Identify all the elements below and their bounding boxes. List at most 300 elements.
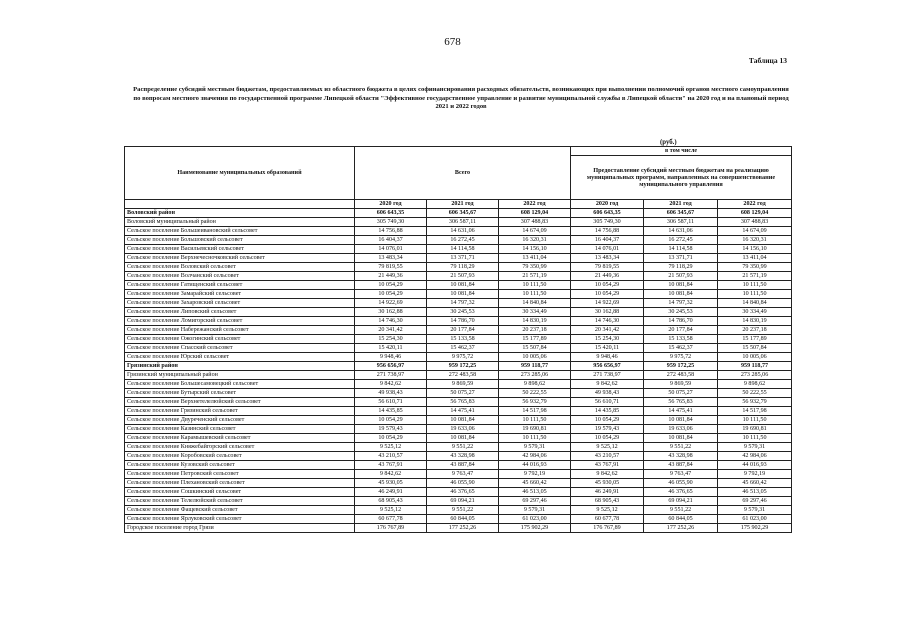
table-row [125, 253, 792, 262]
amount-cell: 30 245,53 [427, 307, 499, 316]
amount-cell: 21 571,19 [718, 271, 792, 280]
amount-cell: 13 411,04 [718, 253, 792, 262]
municipality-name: Сельское поселение Большеивановский сельсовет [125, 226, 355, 235]
amount-cell: 13 483,34 [571, 253, 644, 262]
amount-cell: 9 842,62 [355, 469, 427, 478]
amount-cell: 606 643,35 [355, 208, 427, 217]
amount-cell: 9 792,19 [718, 469, 792, 478]
amount-cell: 19 690,81 [718, 424, 792, 433]
table-row [125, 496, 792, 505]
amount-cell: 46 376,65 [644, 487, 718, 496]
table-row [125, 460, 792, 469]
municipality-name: Воловский район [125, 208, 355, 217]
amount-cell: 69 297,46 [718, 496, 792, 505]
amount-cell: 14 475,41 [427, 406, 499, 415]
municipality-name: Сельское поселение Спасский сельсовет [125, 343, 355, 352]
table-row [125, 316, 792, 325]
amount-cell: 14 786,70 [644, 316, 718, 325]
municipality-name: Сельское поселение Ломигорский сельсовет [125, 316, 355, 325]
amount-cell: 16 404,37 [355, 235, 427, 244]
amount-cell: 10 005,06 [499, 352, 571, 361]
amount-cell: 608 129,04 [499, 208, 571, 217]
district-row [125, 361, 792, 370]
amount-cell: 14 631,06 [644, 226, 718, 235]
amount-cell: 15 507,84 [499, 343, 571, 352]
amount-cell: 49 938,43 [355, 388, 427, 397]
amount-cell: 43 887,84 [644, 460, 718, 469]
municipality-name: Сельское поселение Карамышевский сельсовет [125, 433, 355, 442]
table-row [125, 334, 792, 343]
amount-cell: 14 674,09 [499, 226, 571, 235]
amount-cell: 15 133,58 [427, 334, 499, 343]
amount-cell: 15 462,37 [427, 343, 499, 352]
municipality-name: Сельское поселение Двуреченский сельсовет [125, 415, 355, 424]
amount-cell: 42 984,06 [499, 451, 571, 460]
table-row [125, 280, 792, 289]
amount-cell: 10 081,84 [644, 289, 718, 298]
table-caption: Распределение субсидий местным бюджетам, предоставляемых из областного бюджета в целях софинансирования расходных обязательств, возникающих при выполнении полномочий органов местного самоуправления по вопросам местного значения по государственной программе Липецкой области "Эффективное государственное управление и развитие муниципальной службы в Липецкой области" на 2020 год и на плановый период 2021 и 2022 годов [133, 86, 789, 110]
amount-cell: 9 579,31 [499, 505, 571, 514]
amount-cell: 43 767,91 [571, 460, 644, 469]
amount-cell: 14 517,98 [499, 406, 571, 415]
table-row [125, 388, 792, 397]
amount-cell: 56 932,79 [499, 397, 571, 406]
amount-cell: 14 746,30 [355, 316, 427, 325]
amount-cell: 10 054,29 [355, 289, 427, 298]
municipality-name: Сельское поселение Большесамовецкий сельсовет [125, 379, 355, 388]
amount-cell: 9 525,12 [571, 505, 644, 514]
amount-cell: 10 005,06 [718, 352, 792, 361]
amount-cell: 10 081,84 [427, 280, 499, 289]
amount-cell: 9 551,22 [427, 442, 499, 451]
amount-cell: 10 054,29 [355, 433, 427, 442]
amount-cell: 14 922,69 [571, 298, 644, 307]
amount-cell: 68 905,43 [571, 496, 644, 505]
table-row [125, 514, 792, 523]
amount-cell: 30 162,88 [571, 307, 644, 316]
amount-cell: 10 081,84 [644, 280, 718, 289]
amount-cell: 19 633,06 [644, 424, 718, 433]
municipality-name: Сельское поселение Фащевский сельсовет [125, 505, 355, 514]
amount-cell: 14 114,58 [427, 244, 499, 253]
municipality-name: Сельское поселение Плехановский сельсовет [125, 478, 355, 487]
amount-cell: 20 237,18 [499, 325, 571, 334]
amount-cell: 10 081,84 [427, 415, 499, 424]
amount-cell: 14 840,84 [718, 298, 792, 307]
amount-cell: 272 483,58 [644, 370, 718, 379]
municipality-name: Грязинский район [125, 361, 355, 370]
amount-cell: 606 345,67 [644, 208, 718, 217]
amount-cell: 46 513,05 [718, 487, 792, 496]
municipality-name: Сельское поселение Грязинский сельсовет [125, 406, 355, 415]
table-row [125, 226, 792, 235]
amount-cell: 61 023,00 [718, 514, 792, 523]
amount-cell: 79 350,99 [499, 262, 571, 271]
amount-cell: 10 054,29 [355, 415, 427, 424]
amount-cell: 43 767,91 [355, 460, 427, 469]
amount-cell: 69 297,46 [499, 496, 571, 505]
amount-cell: 9 579,31 [718, 505, 792, 514]
amount-cell: 43 210,57 [571, 451, 644, 460]
amount-cell: 56 610,71 [571, 397, 644, 406]
amount-cell: 20 341,42 [355, 325, 427, 334]
amount-cell: 9 898,62 [499, 379, 571, 388]
amount-cell: 271 738,97 [355, 370, 427, 379]
amount-cell: 56 765,83 [427, 397, 499, 406]
table-row [125, 298, 792, 307]
amount-cell: 14 830,19 [718, 316, 792, 325]
amount-cell: 177 252,26 [427, 523, 499, 532]
amount-cell: 305 749,30 [571, 217, 644, 226]
amount-cell: 15 133,58 [644, 334, 718, 343]
amount-cell: 306 587,11 [427, 217, 499, 226]
amount-cell: 307 488,83 [499, 217, 571, 226]
municipality-name: Сельское поселение Кузовский сельсовет [125, 460, 355, 469]
amount-cell: 46 055,90 [427, 478, 499, 487]
amount-cell: 15 462,37 [644, 343, 718, 352]
amount-cell: 9 525,12 [355, 442, 427, 451]
municipality-name: Сельское поселение Липовский сельсовет [125, 307, 355, 316]
amount-cell: 60 677,78 [355, 514, 427, 523]
amount-cell: 9 551,22 [427, 505, 499, 514]
amount-cell: 15 420,11 [355, 343, 427, 352]
amount-cell: 21 449,36 [571, 271, 644, 280]
amount-cell: 19 579,43 [571, 424, 644, 433]
table-row [125, 424, 792, 433]
amount-cell: 20 177,84 [427, 325, 499, 334]
amount-cell: 9 792,19 [499, 469, 571, 478]
amount-cell: 606 345,67 [427, 208, 499, 217]
table-row [125, 325, 792, 334]
amount-cell: 10 054,29 [571, 280, 644, 289]
municipality-name: Сельское поселение Коробовский сельсовет [125, 451, 355, 460]
amount-cell: 9 975,72 [427, 352, 499, 361]
amount-cell: 20 237,18 [718, 325, 792, 334]
amount-cell: 14 631,06 [427, 226, 499, 235]
municipality-name: Сельское поселение Воловский сельсовет [125, 262, 355, 271]
amount-cell: 15 177,89 [499, 334, 571, 343]
table-row [125, 487, 792, 496]
amount-cell: 56 765,83 [644, 397, 718, 406]
table-row [125, 235, 792, 244]
municipality-name: Сельское поселение Васильевский сельсовет [125, 244, 355, 253]
amount-cell: 45 930,05 [355, 478, 427, 487]
amount-cell: 9 869,59 [644, 379, 718, 388]
amount-cell: 50 222,55 [718, 388, 792, 397]
amount-cell: 56 610,71 [355, 397, 427, 406]
amount-cell: 272 483,58 [427, 370, 499, 379]
municipality-name: Сельское поселение Юрский сельсовет [125, 352, 355, 361]
amount-cell: 10 081,84 [644, 433, 718, 442]
amount-cell: 10 111,50 [499, 433, 571, 442]
amount-cell: 175 902,29 [718, 523, 792, 532]
amount-cell: 307 488,83 [718, 217, 792, 226]
amount-cell: 13 371,71 [644, 253, 718, 262]
district-row [125, 208, 792, 217]
amount-cell: 16 272,45 [644, 235, 718, 244]
table-row [125, 523, 792, 532]
municipality-name: Сельское поселение Захаровский сельсовет [125, 298, 355, 307]
amount-cell: 15 254,30 [355, 334, 427, 343]
amount-cell: 956 656,97 [355, 361, 427, 370]
table-row [125, 397, 792, 406]
amount-cell: 14 797,32 [427, 298, 499, 307]
amount-cell: 46 249,91 [355, 487, 427, 496]
amount-cell: 14 475,41 [644, 406, 718, 415]
amount-cell: 79 819,55 [355, 262, 427, 271]
municipality-name: Сельское поселение Набережанский сельсовет [125, 325, 355, 334]
amount-cell: 10 054,29 [571, 433, 644, 442]
amount-cell: 13 411,04 [499, 253, 571, 262]
municipality-name: Воловский муниципальный район [125, 217, 355, 226]
amount-cell: 273 285,06 [718, 370, 792, 379]
amount-cell: 14 076,01 [355, 244, 427, 253]
amount-cell: 9 948,46 [355, 352, 427, 361]
amount-cell: 43 210,57 [355, 451, 427, 460]
amount-cell: 10 081,84 [427, 433, 499, 442]
amount-cell: 608 129,04 [718, 208, 792, 217]
amount-cell: 14 830,19 [499, 316, 571, 325]
amount-cell: 10 111,50 [718, 433, 792, 442]
amount-cell: 15 507,84 [718, 343, 792, 352]
amount-cell: 9 869,59 [427, 379, 499, 388]
amount-cell: 10 111,50 [499, 415, 571, 424]
amount-cell: 14 797,32 [644, 298, 718, 307]
municipality-name: Сельское поселение Верхнечесночковский сельсовет [125, 253, 355, 262]
table-row [125, 433, 792, 442]
amount-cell: 9 551,22 [644, 442, 718, 451]
amount-cell: 606 643,35 [571, 208, 644, 217]
municipality-name: Сельское поселение Ярлуковский сельсовет [125, 514, 355, 523]
amount-cell: 9 842,62 [571, 469, 644, 478]
amount-cell: 15 420,11 [571, 343, 644, 352]
amount-cell: 15 254,30 [571, 334, 644, 343]
table-row [125, 505, 792, 514]
header-total: Всего [355, 147, 571, 200]
amount-cell: 9 898,62 [718, 379, 792, 388]
amount-cell: 44 016,93 [718, 460, 792, 469]
amount-cell: 175 902,29 [499, 523, 571, 532]
amount-cell: 42 984,06 [718, 451, 792, 460]
amount-cell: 21 507,93 [427, 271, 499, 280]
amount-cell: 19 633,06 [427, 424, 499, 433]
municipality-name: Сельское поселение Большовский сельсовет [125, 235, 355, 244]
amount-cell: 959 172,25 [644, 361, 718, 370]
amount-cell: 14 517,98 [718, 406, 792, 415]
table-row [125, 352, 792, 361]
amount-cell: 45 930,05 [571, 478, 644, 487]
amount-cell: 177 252,26 [644, 523, 718, 532]
amount-cell: 9 579,31 [718, 442, 792, 451]
amount-cell: 56 932,79 [718, 397, 792, 406]
amount-cell: 79 350,99 [718, 262, 792, 271]
amount-cell: 305 749,30 [355, 217, 427, 226]
table-row [125, 415, 792, 424]
subsidy-table [124, 146, 792, 533]
table-row [125, 451, 792, 460]
amount-cell: 14 746,30 [571, 316, 644, 325]
amount-cell: 15 177,89 [718, 334, 792, 343]
municipality-name: Грязинский муниципальный район [125, 370, 355, 379]
amount-cell: 20 341,42 [571, 325, 644, 334]
table-label: Таблица 13 [748, 56, 787, 65]
amount-cell: 21 571,19 [499, 271, 571, 280]
amount-cell: 9 975,72 [644, 352, 718, 361]
municipality-name: Сельское поселение Казинский сельсовет [125, 424, 355, 433]
amount-cell: 60 677,78 [571, 514, 644, 523]
amount-cell: 9 842,62 [571, 379, 644, 388]
table-row [125, 370, 792, 379]
table-row [125, 271, 792, 280]
amount-cell: 14 786,70 [427, 316, 499, 325]
amount-cell: 14 435,85 [571, 406, 644, 415]
amount-cell: 10 081,84 [427, 289, 499, 298]
header-year: 2022 год [718, 200, 792, 209]
municipality-name: Сельское поселение Княжебайгорский сельсовет [125, 442, 355, 451]
header-including: в том числе [571, 147, 792, 156]
table-body [125, 208, 792, 532]
amount-cell: 13 371,71 [427, 253, 499, 262]
amount-cell: 271 738,97 [571, 370, 644, 379]
amount-cell: 49 938,43 [571, 388, 644, 397]
amount-cell: 9 525,12 [571, 442, 644, 451]
municipality-name: Сельское поселение Телелюйский сельсовет [125, 496, 355, 505]
amount-cell: 9 948,46 [571, 352, 644, 361]
amount-cell: 19 579,43 [355, 424, 427, 433]
amount-cell: 60 844,05 [427, 514, 499, 523]
amount-cell: 13 483,34 [355, 253, 427, 262]
amount-cell: 45 660,42 [718, 478, 792, 487]
amount-cell: 79 118,29 [427, 262, 499, 271]
table-row [125, 379, 792, 388]
amount-cell: 44 016,93 [499, 460, 571, 469]
amount-cell: 43 887,84 [427, 460, 499, 469]
municipality-name: Сельское поселение Волчанский сельсовет [125, 271, 355, 280]
amount-cell: 273 285,06 [499, 370, 571, 379]
amount-cell: 9 763,47 [427, 469, 499, 478]
amount-cell: 14 922,69 [355, 298, 427, 307]
header-year: 2022 год [499, 200, 571, 209]
amount-cell: 10 111,50 [718, 415, 792, 424]
amount-cell: 10 054,29 [355, 280, 427, 289]
amount-cell: 50 075,27 [644, 388, 718, 397]
table-row [125, 289, 792, 298]
municipality-name: Сельское поселение Замарайский сельсовет [125, 289, 355, 298]
amount-cell: 61 023,00 [499, 514, 571, 523]
amount-cell: 69 094,21 [644, 496, 718, 505]
amount-cell: 14 756,88 [571, 226, 644, 235]
amount-cell: 14 756,88 [355, 226, 427, 235]
municipality-name: Сельское поселение Ожогинский сельсовет [125, 334, 355, 343]
header-year: 2021 год [644, 200, 718, 209]
municipality-name: Сельское поселение Петровский сельсовет [125, 469, 355, 478]
amount-cell: 306 587,11 [644, 217, 718, 226]
amount-cell: 14 076,01 [571, 244, 644, 253]
amount-cell: 79 118,29 [644, 262, 718, 271]
amount-cell: 959 118,77 [499, 361, 571, 370]
municipality-name: Сельское поселение Верхнетелелюйский сельсовет [125, 397, 355, 406]
amount-cell: 30 245,53 [644, 307, 718, 316]
amount-cell: 68 905,43 [355, 496, 427, 505]
amount-cell: 19 690,81 [499, 424, 571, 433]
table-row [125, 262, 792, 271]
amount-cell: 14 674,09 [718, 226, 792, 235]
amount-cell: 14 114,58 [644, 244, 718, 253]
amount-cell: 30 334,49 [499, 307, 571, 316]
amount-cell: 10 054,29 [571, 289, 644, 298]
amount-cell: 21 449,36 [355, 271, 427, 280]
amount-cell: 10 111,50 [718, 280, 792, 289]
table-row [125, 307, 792, 316]
amount-cell: 46 376,65 [427, 487, 499, 496]
amount-cell: 21 507,93 [644, 271, 718, 280]
amount-cell: 14 840,84 [499, 298, 571, 307]
amount-cell: 20 177,84 [644, 325, 718, 334]
unit-label: (руб.) [660, 139, 677, 146]
amount-cell: 10 111,50 [499, 280, 571, 289]
table-row [125, 406, 792, 415]
amount-cell: 45 660,42 [499, 478, 571, 487]
amount-cell: 9 579,31 [499, 442, 571, 451]
amount-cell: 9 551,22 [644, 505, 718, 514]
amount-cell: 176 767,89 [355, 523, 427, 532]
header-subsidy-program: Предоставление субсидий местным бюджетам на реализацию муниципальных программ, направленных на совершенствование муниципального управления [571, 156, 792, 200]
table-row [125, 478, 792, 487]
amount-cell: 50 222,55 [499, 388, 571, 397]
amount-cell: 46 055,90 [644, 478, 718, 487]
amount-cell: 43 328,98 [644, 451, 718, 460]
header-year: 2021 год [427, 200, 499, 209]
amount-cell: 16 320,31 [718, 235, 792, 244]
amount-cell: 69 094,21 [427, 496, 499, 505]
amount-cell: 46 513,05 [499, 487, 571, 496]
amount-cell: 16 272,45 [427, 235, 499, 244]
table-row [125, 244, 792, 253]
amount-cell: 14 435,85 [355, 406, 427, 415]
header-year: 2020 год [355, 200, 427, 209]
page-number: 678 [444, 36, 461, 48]
municipality-name: Сельское поселение Бутырский сельсовет [125, 388, 355, 397]
amount-cell: 16 320,31 [499, 235, 571, 244]
amount-cell: 10 111,50 [499, 289, 571, 298]
amount-cell: 959 118,77 [718, 361, 792, 370]
table-row [125, 217, 792, 226]
amount-cell: 30 334,49 [718, 307, 792, 316]
amount-cell: 9 842,62 [355, 379, 427, 388]
table-row [125, 343, 792, 352]
municipality-name: Сельское поселение Гатищенский сельсовет [125, 280, 355, 289]
amount-cell: 30 162,88 [355, 307, 427, 316]
amount-cell: 9 763,47 [644, 469, 718, 478]
amount-cell: 176 767,89 [571, 523, 644, 532]
header-year: 2020 год [571, 200, 644, 209]
amount-cell: 10 111,50 [718, 289, 792, 298]
header-municipality: Наименование муниципальных образований [125, 147, 355, 200]
amount-cell: 46 249,91 [571, 487, 644, 496]
table-row [125, 469, 792, 478]
amount-cell: 10 081,84 [644, 415, 718, 424]
amount-cell: 10 054,29 [571, 415, 644, 424]
amount-cell: 43 328,98 [427, 451, 499, 460]
amount-cell: 79 819,55 [571, 262, 644, 271]
amount-cell: 14 156,10 [718, 244, 792, 253]
amount-cell: 50 075,27 [427, 388, 499, 397]
amount-cell: 60 844,05 [644, 514, 718, 523]
table-row [125, 442, 792, 451]
amount-cell: 959 172,25 [427, 361, 499, 370]
municipality-name: Сельское поселение Сошкинский сельсовет [125, 487, 355, 496]
header-blank [125, 200, 355, 209]
